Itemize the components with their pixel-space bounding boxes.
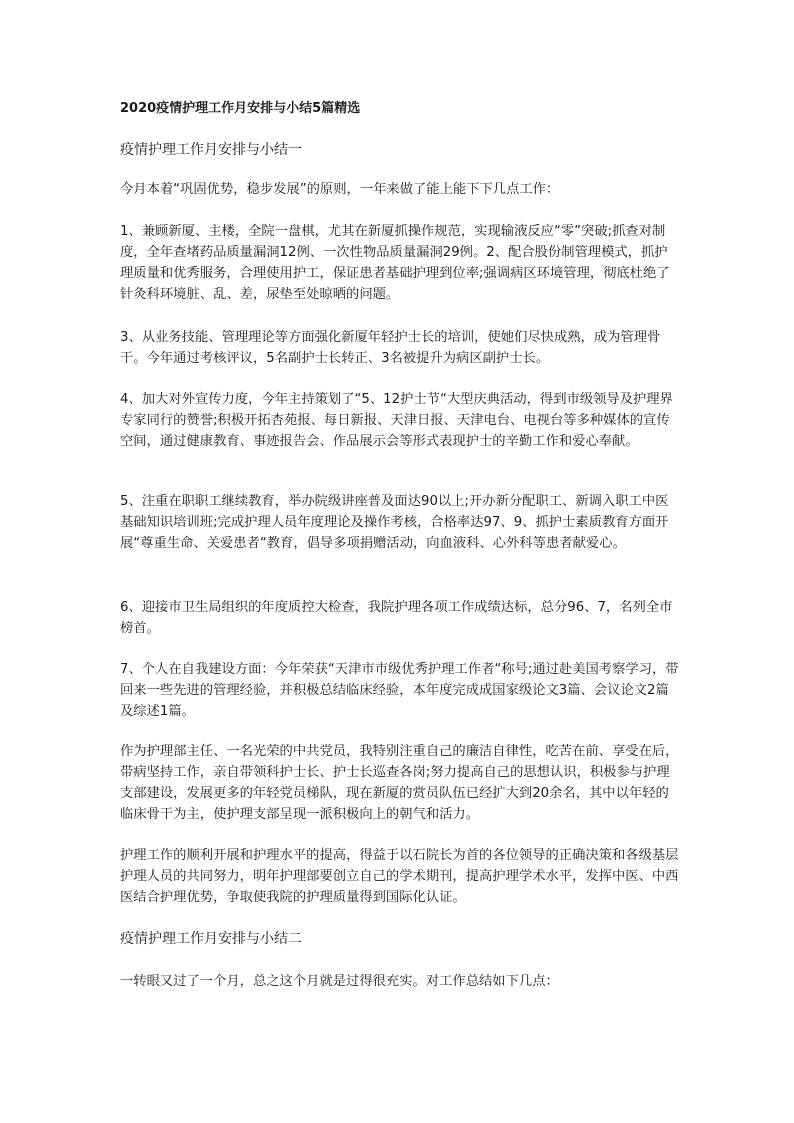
paragraph-item-7: 7、个人在自我建设方面：今年荣获“天津市市级优秀护理工作者“称号;通过赴美国考察学习，带回来一些先进的管理经验，并积极总结临床经验，本年度完成成国家级论文3篇、会议论文2篇及综述1篇。 [120, 662, 679, 719]
intro-paragraph: 今月本着“巩固优势，稳步发展”的原则，一年来做了能上能下下几点工作： [120, 182, 560, 197]
paragraph-conclusion: 护理工作的顺利开展和护理水平的提高，得益于以石院长为首的各位领导的正确决策和各级基层护理人员的共同努力，明年护理部要创立自己的学术期刊，提高护理学术水平，发挥中医、中西医结合护理优势，争取使我院的护理质量得到国际化认证。 [120, 848, 679, 905]
document-title: 2020疫情护理工作月安排与小结5篇精选 [120, 101, 361, 116]
section2-intro-paragraph: 一转眼又过了一个月，总之这个月就是过得很充实。对工作总结如下几点： [120, 974, 559, 989]
section-heading-1: 疫情护理工作月安排与小结一 [120, 142, 302, 158]
paragraph-item-4: 4、加大对外宣传力度，今年主持策划了“5、12护士节“大型庆典活动，得到市级领导及护理界专家同行的赞誉;积极开拓杏苑报、每日新报、天津日报、天津电台、电视台等多种媒体的宣传空间，通过健康教育、事迹报告会、作品展示会等形式表现护士的辛勤工作和爱心奉献。 [120, 392, 673, 449]
paragraph-director: 作为护理部主任、一名光荣的中共党员，我特别注重自己的廉洁自律性，吃苦在前、享受在后，带病坚持工作，亲自带领科护士长、护士长巡查各岗;努力提高自己的思想认识，积极参与护理支部建设，发展更多的年轻党员梯队，现在新厦的赏员队伍已经扩大到20余名，其中以年轻的临床骨干为主，使护理支部呈现一派积极向上的朝气和活力。 [120, 744, 679, 822]
paragraph-item-5: 5、注重在职职工继续教育，举办院级讲座普及面达90以上;开办新分配职工、新调入职工中医基础知识培训班;完成护理人员年度理论及操作考核，合格率达97、9、抓护士素质教育方面开展“尊重生命、关爱患者“教育，倡导多项捐赠活动，向血液科、心外科等患者献爱心。 [120, 494, 669, 551]
paragraph-item-1: 1、兼顾新厦、主楼，全院一盘棋，尤其在新厦抓操作规范，实现输液反应“零”突破;抓查对制度，全年查堵药品质量漏洞12例、一次性物品质量漏洞29例。2、配合股份制管理模式，抓护理质量和优秀服务，合理使用护工，保证患者基础护理到位率;强调病区环境管理，彻底杜绝了针灸科环境脏、乱、差，尿垫至处晾晒的问题。 [120, 224, 670, 302]
paragraph-item-6: 6、迎接市卫生局组织的年度质控大检查，我院护理各项工作成绩达标，总分96、7，名列全市榜首。 [120, 600, 673, 636]
section-heading-2: 疫情护理工作月安排与小结二 [120, 931, 302, 947]
paragraph-item-3: 3、从业务技能、管理理论等方面强化新厦年轻护士长的培训，使她们尽快成熟，成为管理骨干。今年通过考核评议，5名副护士长转正、3名被提升为病区副护士长。 [120, 330, 661, 366]
